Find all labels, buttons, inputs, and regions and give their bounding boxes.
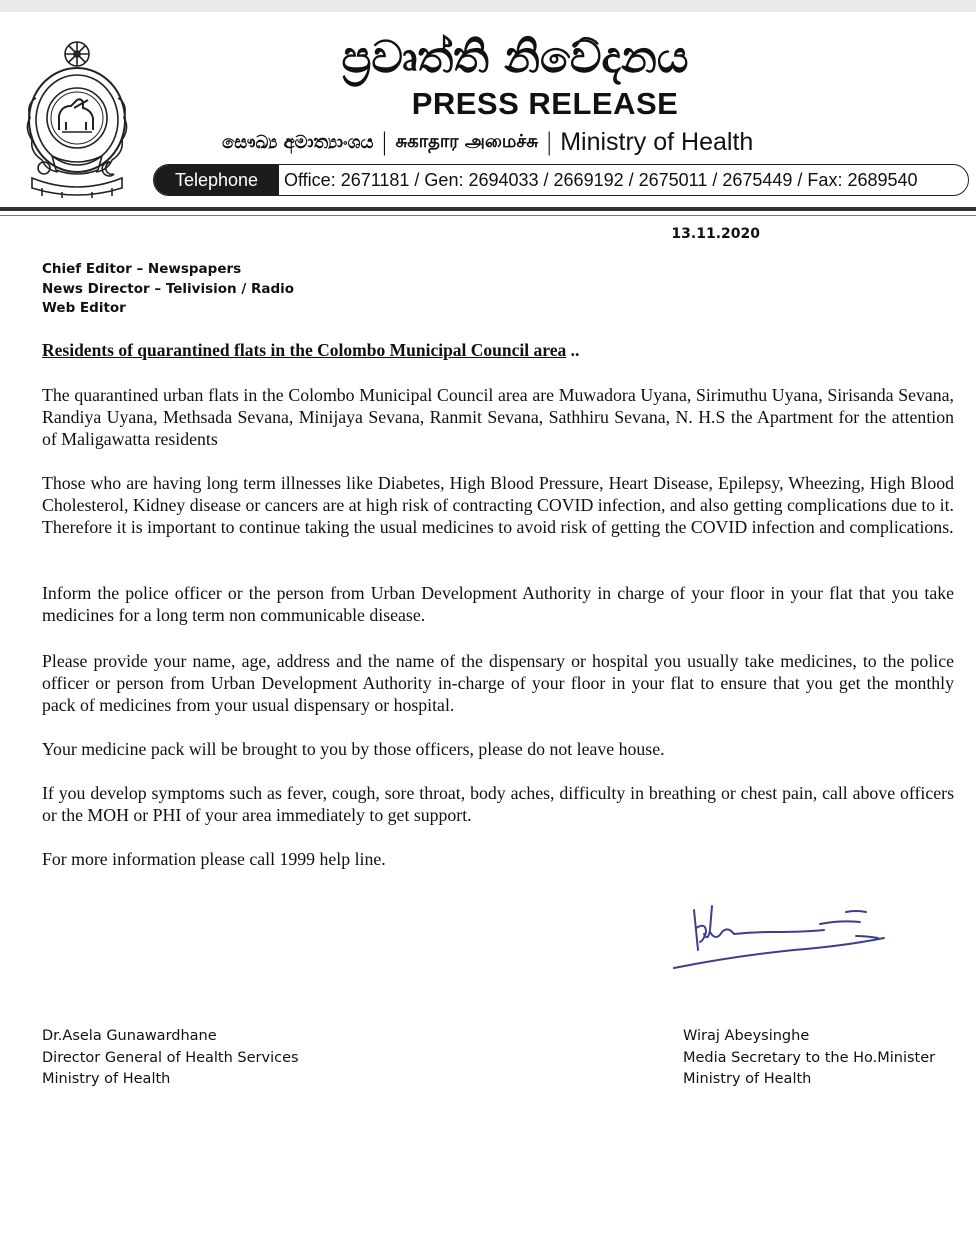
telephone-bar: [153, 164, 969, 196]
header-rule: [0, 207, 976, 211]
separator: |: [380, 128, 389, 156]
recipient: Chief Editor – Newspapers: [42, 261, 242, 277]
body-paragraph: If you develop symptoms such as fever, cough, sore throat, body aches, difficulty in breathing or chest pain, call above officers or the MOH or PHI of your area immediately to get support.: [42, 783, 954, 825]
telephone-label: Telephone: [154, 165, 279, 195]
signatory-left: [42, 1026, 342, 1091]
recipient: Web Editor: [42, 300, 126, 316]
subject-suffix: ..: [566, 340, 580, 360]
separator: |: [545, 128, 554, 156]
signatory-title: Director General of Health Services: [42, 1049, 299, 1066]
body-paragraph: The quarantined urban flats in the Colombo Municipal Council area are Muwadora Uyana, Sirimuthu Uyana, Sirisanda Sevana, Randiya Uyana, Methsada Sevana, Minijaya Sevana, Ranmit Sevana, Sathhiru Sevana, N. H.S the Apartment for the attention of Maligawatta residents: [42, 385, 954, 449]
body-paragraph: Inform the police officer or the person from Urban Development Authority in charge of your floor in your flat that you take medicines for a long term non communicable disease.: [42, 583, 954, 625]
header-rule-thin: [0, 215, 976, 216]
body-paragraph: Those who are having long term illnesses like Diabetes, High Blood Pressure, Heart Disease, Epilepsy, Wheezing, High Blood Cholesterol, Kidney disease or cancers are at high risk of contracting COVID infection, and also getting complications due to it. Therefore it is important to continue taking the usual medicines to avoid risk of getting the COVID infection and complications.: [42, 473, 954, 537]
title-english: PRESS RELEASE: [411, 86, 679, 121]
title-sinhala: ප්‍රවෘත්ති නිවේදනය: [341, 32, 689, 83]
ministry-line: [222, 124, 912, 160]
signatory-org: Ministry of Health: [683, 1071, 812, 1087]
ministry-sinhala: සෞඛ්‍ය අමාත්‍යාංශය: [222, 131, 374, 153]
ministry-tamil: சுகாதார அமைச்சு: [395, 130, 539, 152]
signatory-org: Ministry of Health: [42, 1071, 171, 1087]
signatory-title: Media Secretary to the Ho.Minister: [683, 1049, 936, 1066]
subject-heading: [42, 340, 942, 361]
release-date: 13.11.2020: [671, 226, 760, 242]
recipient: News Director – Telivision / Radio: [42, 280, 295, 297]
telephone-numbers: Office: 2671181 / Gen: 2694033 / 2669192 / 2675011 / 2675449 / Fax: 2689540: [284, 169, 918, 190]
signatory-name: Wiraj Abeysinghe: [683, 1028, 810, 1044]
body-paragraph: For more information please call 1999 help line.: [42, 849, 386, 869]
ministry-english: Ministry of Health: [560, 127, 754, 156]
recipients: [42, 260, 442, 319]
handwritten-signature: [670, 898, 890, 978]
top-strip: [0, 0, 976, 12]
signatory-right: [683, 1026, 976, 1091]
body-paragraph: Please provide your name, age, address and the name of the dispensary or hospital you usually take medicines, to the police officer or person from Urban Development Authority in-charge of your floor in your flat to ensure that you get the monthly pack of medicines from your usual dispensary or hospital.: [42, 651, 954, 715]
signatory-name: Dr.Asela Gunawardhane: [42, 1028, 217, 1044]
body-paragraph: Your medicine pack will be brought to you by those officers, please do not leave house.: [42, 739, 665, 759]
sri-lanka-emblem-icon: [22, 38, 132, 198]
subject-text: Residents of quarantined flats in the Colombo Municipal Council area: [42, 340, 567, 360]
